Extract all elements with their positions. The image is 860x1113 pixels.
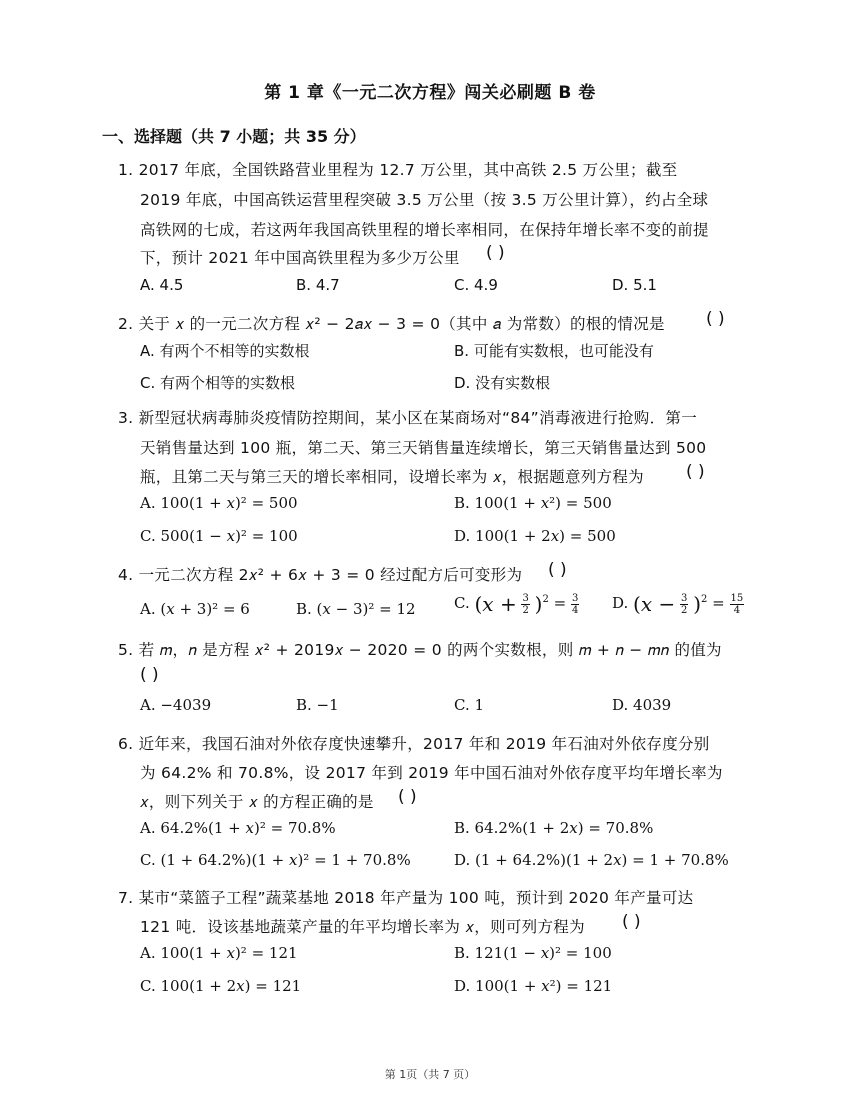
- q1-option-d: D. 5.1: [612, 276, 657, 294]
- q4-option-d-exponent: 2: [701, 594, 708, 605]
- q4-option-d-fraction: $\frac{3}{2}$: [681, 592, 688, 616]
- q4-option-c-open: (𝑥 +: [474, 592, 517, 616]
- q4-option-a: A. (𝑥 + 3)² = 6: [140, 600, 250, 618]
- q6-option-d: D. (1 + 64.2%)(1 + 2𝑥) = 1 + 70.8%: [454, 851, 729, 869]
- q4-option-c-close: ): [534, 592, 543, 616]
- q3-line-3: 瓶，且第二天与第三天的增长率相同，设增长率为 𝑥，根据题意列方程为: [140, 468, 644, 486]
- q4-option-b: B. (𝑥 − 3)² = 12: [296, 600, 416, 618]
- q6-line-2: 为 64.2% 和 70.8%，设 2017 年到 2019 年中国石油对外依存度平均年增长率为: [140, 764, 723, 782]
- q4-option-c-result: $\frac{3}{4}$: [571, 592, 579, 616]
- q1-answer-paren: ( ): [486, 243, 505, 263]
- q6-option-b: B. 64.2%(1 + 2𝑥) = 70.8%: [454, 819, 654, 837]
- q6-line-1: 6. 近年来，我国石油对外依存度快速攀升，2017 年和 2019 年石油对外依存度分别: [118, 735, 710, 753]
- q7-line-1: 7. 某市“菜篮子工程”蔬菜基地 2018 年产量为 100 吨，预计到 2020 年产量可达: [118, 889, 694, 907]
- q4-option-d-equals: =: [712, 594, 725, 612]
- q2-option-c: C. 有两个相等的实数根: [140, 374, 296, 392]
- q3-option-d: D. 100(1 + 2𝑥) = 500: [454, 527, 616, 545]
- q4-option-c-letter: C.: [454, 594, 470, 612]
- q1-line-4: 下，预计 2021 年中国高铁里程为多少万公里: [140, 249, 460, 267]
- q5-option-d: D. 4039: [612, 696, 672, 714]
- q5-option-b: B. −1: [296, 696, 339, 714]
- q7-option-b: B. 121(1 − 𝑥)² = 100: [454, 944, 612, 962]
- q3-line-2: 天销售量达到 100 瓶，第二天、第三天销售量连续增长，第三天销售量达到 500: [140, 439, 707, 457]
- q6-option-a: A. 64.2%(1 + 𝑥)² = 70.8%: [140, 819, 336, 837]
- q5-line-1: 5. 若 𝑚，𝑛 是方程 𝑥² + 2019𝑥 − 2020 = 0 的两个实数根，则 𝑚 + 𝑛 − 𝑚𝑛 的值为: [118, 641, 722, 659]
- q4-option-c-exponent: 2: [542, 594, 549, 605]
- q4-answer-paren: ( ): [548, 560, 567, 580]
- q4-option-d-letter: D.: [612, 594, 629, 612]
- q1-option-b: B. 4.7: [296, 276, 340, 294]
- q4-option-d-result: $\frac{15}{4}$: [730, 592, 744, 616]
- section-heading: 一、选择题（共 7 小题；共 35 分）: [102, 127, 366, 146]
- q3-option-b: B. 100(1 + 𝑥²) = 500: [454, 494, 612, 512]
- q3-answer-paren: ( ): [686, 462, 705, 482]
- q4-option-c-equals: =: [553, 594, 567, 612]
- q3-option-a: A. 100(1 + 𝑥)² = 500: [140, 494, 298, 512]
- q7-option-d: D. 100(1 + 𝑥²) = 121: [454, 977, 613, 995]
- q5-option-c: C. 1: [454, 696, 485, 714]
- q4-option-c-fraction: $\frac{3}{2}$: [522, 592, 529, 616]
- q6-line-3: 𝑥，则下列关于 𝑥 的方程正确的是: [140, 793, 374, 811]
- q6-answer-paren: ( ): [398, 787, 417, 807]
- q2-answer-paren: ( ): [706, 309, 725, 329]
- q2-line-1: 2. 关于 𝑥 的一元二次方程 𝑥² − 2𝑎𝑥 − 3 = 0（其中 𝑎 为常数）的根的情况是: [118, 315, 665, 333]
- q5-answer-paren: ( ): [140, 665, 159, 685]
- q4-line-1: 4. 一元二次方程 2𝑥² + 6𝑥 + 3 = 0 经过配方后可变形为: [118, 566, 523, 584]
- q4-option-c: [454, 592, 579, 616]
- q2-option-b: B. 可能有实数根，也可能没有: [454, 342, 654, 360]
- q6-option-c: C. (1 + 64.2%)(1 + 𝑥)² = 1 + 70.8%: [140, 851, 411, 869]
- q1-option-a: A. 4.5: [140, 276, 184, 294]
- q3-option-c: C. 500(1 − 𝑥)² = 100: [140, 527, 298, 545]
- q4-option-d: [612, 592, 744, 616]
- q4-option-d-open: (𝑥 −: [633, 592, 676, 616]
- q7-option-a: A. 100(1 + 𝑥)² = 121: [140, 944, 298, 962]
- q7-line-2: 121 吨．设该基地蔬菜产量的年平均增长率为 𝑥，则可列方程为: [140, 918, 585, 936]
- q1-line-3: 高铁网的七成，若这两年我国高铁里程的增长率相同，在保持年增长率不变的前提: [140, 221, 709, 239]
- page-footer: 第 1页（共 7 页）: [384, 1068, 476, 1081]
- q1-line-1: 1. 2017 年底，全国铁路营业里程为 12.7 万公里，其中高铁 2.5 万公里；截至: [118, 161, 678, 179]
- q1-option-c: C. 4.9: [454, 276, 498, 294]
- page-title: 第 1 章《一元二次方程》闯关必刷题 B 卷: [264, 83, 596, 103]
- q2-option-a: A. 有两个不相等的实数根: [140, 342, 310, 360]
- q5-option-a: A. −4039: [140, 696, 212, 714]
- q2-option-d: D. 没有实数根: [454, 374, 551, 392]
- q1-line-2: 2019 年底，中国高铁运营里程突破 3.5 万公里（按 3.5 万公里计算），约占全球: [140, 191, 709, 209]
- q4-option-d-close: ): [693, 592, 701, 616]
- q7-option-c: C. 100(1 + 2𝑥) = 121: [140, 977, 302, 995]
- q7-answer-paren: ( ): [622, 912, 641, 932]
- q3-line-1: 3. 新型冠状病毒肺炎疫情防控期间，某小区在某商场对“84”消毒液进行抢购．第一: [118, 409, 698, 427]
